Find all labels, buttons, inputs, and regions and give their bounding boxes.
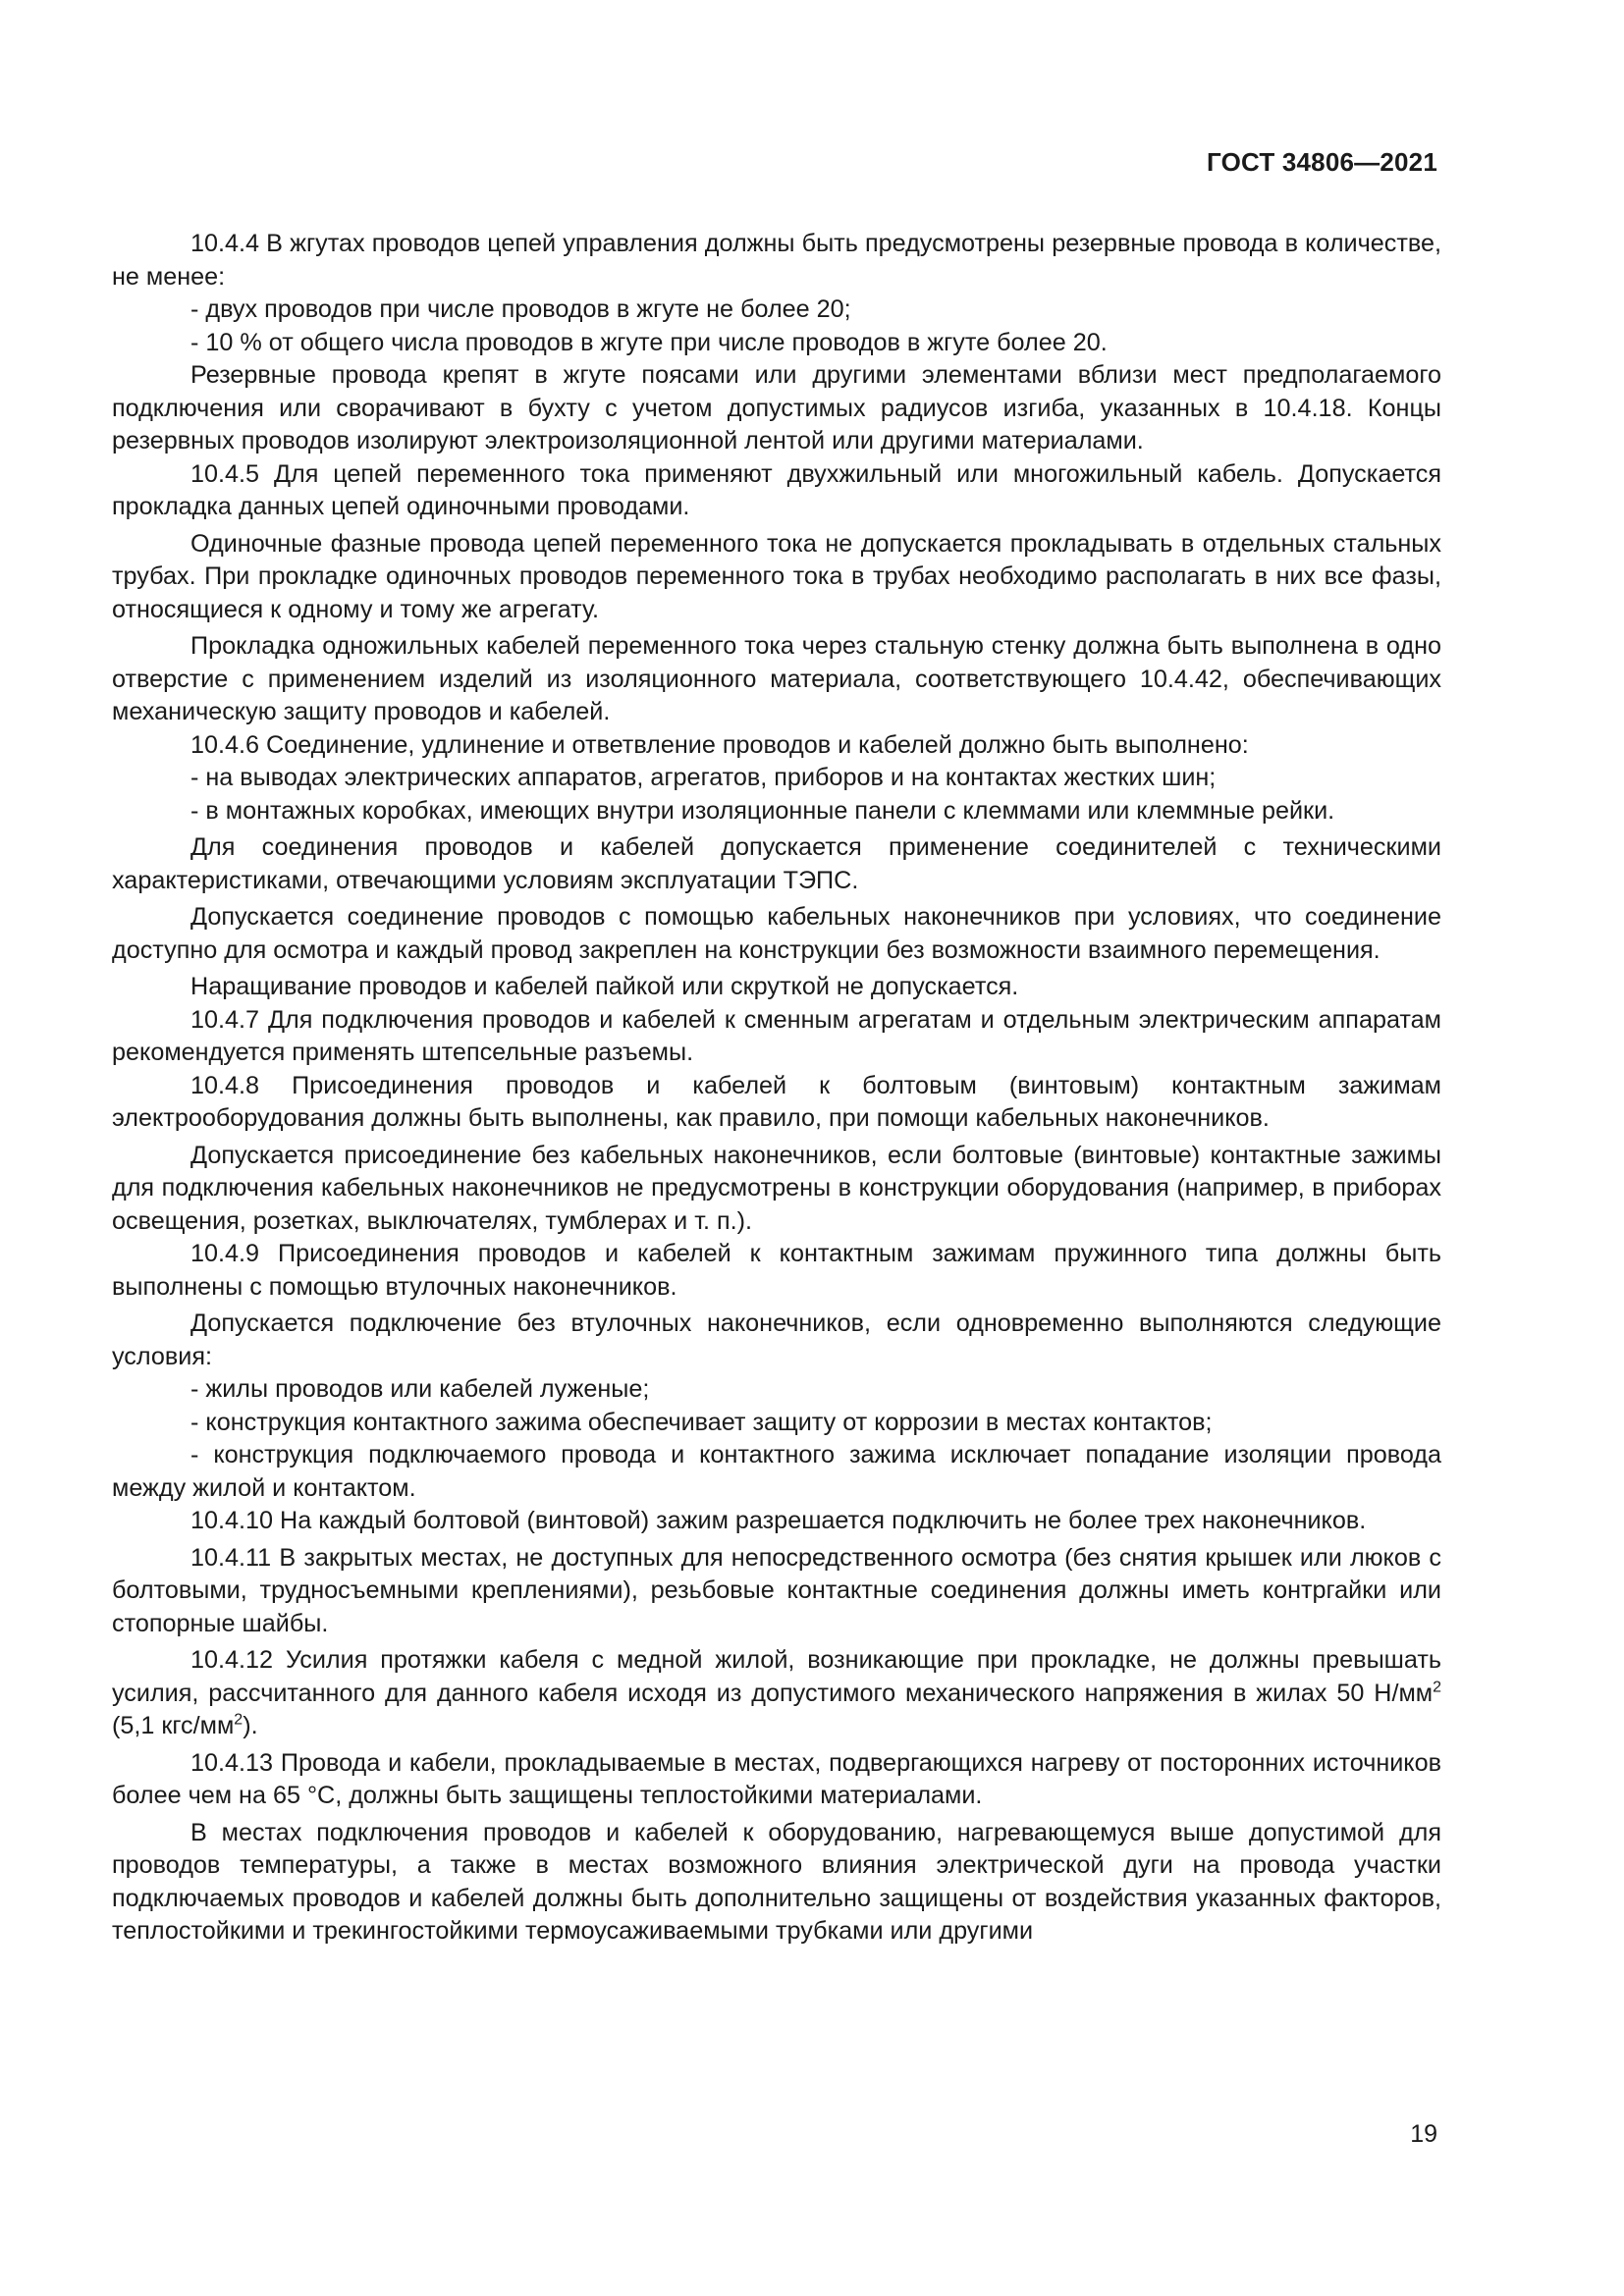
clause-text: ). <box>243 1712 258 1739</box>
paragraph: Допускается подключение без втулочных наконечников, если одновременно выполняются следующие условия: <box>112 1309 1441 1370</box>
list-item: - на выводах электрических аппаратов, агрегатов, приборов и на контактах жестких шин; <box>190 764 1217 791</box>
paragraph: Наращивание проводов и кабелей пайкой или скруткой не допускается. <box>190 973 1019 1000</box>
clause-10-4-7: 10.4.7 Для подключения проводов и кабелей к сменным агрегатам и отдельным электрическим аппаратам рекомендуется применять штепсельные разъемы. <box>112 1005 1441 1066</box>
paragraph: Резервные провода крепят в жгуте поясами или другими элементами вблизи мест предполагаемого подключения или сворачивают в бухту с учетом допустимых радиусов изгиба, указанных в 10.4.18. Концы резервных проводов изолируют электроизоляционной лентой или другими материалами. <box>112 361 1441 454</box>
paragraph: В местах подключения проводов и кабелей к оборудованию, нагревающемуся выше допустимой для проводов температуры, а также в местах возможного влияния электрической дуги на провода участки подключаемых проводов и кабелей должны быть дополнительно защищены от воздействия указанных факторов, теплостойкими и трекингостойкими термоусаживаемыми трубками или другими <box>112 1818 1441 1945</box>
list-item: - в монтажных коробках, имеющих внутри изоляционные панели с клеммами или клеммные рейки. <box>190 796 1335 825</box>
clause-text: (5,1 кгс/мм <box>112 1712 235 1739</box>
list-item: - конструкция контактного зажима обеспечивает защиту от коррозии в местах контактов; <box>190 1408 1213 1436</box>
clause-text: 10.4.12 Усилия протяжки кабеля с медной жилой, возникающие при прокладке, не должны превышать усилия, рассчитанного для данного кабеля исходя из допустимого механического напряжения в жилах 50 Н/мм <box>112 1646 1441 1707</box>
superscript: 2 <box>234 1711 244 1729</box>
clause-10-4-13: 10.4.13 Провода и кабели, прокладываемые в местах, подвергающихся нагреву от посторонних источников более чем на 65 °С, должны быть защищены теплостойкими материалами. <box>112 1748 1441 1809</box>
clause-10-4-12 <box>112 1644 1441 1743</box>
list-item: - двух проводов при числе проводов в жгуте не более 20; <box>190 295 851 323</box>
list-item: - жилы проводов или кабелей луженые; <box>190 1375 650 1403</box>
clause-10-4-11: 10.4.11 В закрытых местах, не доступных для непосредственного осмотра (без снятия крышек или люков с болтовыми, трудносъемными креплениями), резьбовые контактные соединения должны иметь контргайки или стопорные шайбы. <box>112 1543 1441 1637</box>
paragraph: Допускается присоединение без кабельных наконечников, если болтовые (винтовые) контактные зажимы для подключения кабельных наконечников не предусмотрены в конструкции оборудования (например, в приборах освещения, розетках, выключателях, тумблерах и т. п.). <box>112 1141 1441 1235</box>
document-body <box>112 228 1441 1949</box>
paragraph: Допускается соединение проводов с помощью кабельных наконечников при условиях, что соединение доступно для осмотра и каждый провод закреплен на конструкции без возможности взаимного перемещения. <box>112 903 1441 964</box>
clause-10-4-6: 10.4.6 Соединение, удлинение и ответвление проводов и кабелей должно быть выполнено: <box>190 730 1249 759</box>
paragraph: Прокладка одножильных кабелей переменного тока через стальную стенку должна быть выполнена в одно отверстие с применением изделий из изоляционного материала, соответствующего 10.4.42, обеспечивающих механическую защиту проводов и кабелей. <box>112 632 1441 725</box>
clause-10-4-4: 10.4.4 В жгутах проводов цепей управления должны быть предусмотрены резервные провода в количестве, не менее: <box>112 230 1441 291</box>
list-item: - конструкция подключаемого провода и контактного зажима исключает попадание изоляции провода между жилой и контактом. <box>112 1441 1441 1502</box>
page-number: 19 <box>1410 2120 1437 2148</box>
clause-10-4-9: 10.4.9 Присоединения проводов и кабелей к контактным зажимам пружинного типа должны быть выполнены с помощью втулочных наконечников. <box>112 1240 1441 1301</box>
paragraph: Для соединения проводов и кабелей допускается применение соединителей с техническими характеристиками, отвечающими условиям эксплуатации ТЭПС. <box>112 833 1441 894</box>
clause-10-4-10: 10.4.10 На каждый болтовой (винтовой) зажим разрешается подключить не более трех наконечников. <box>190 1507 1367 1534</box>
superscript: 2 <box>1433 1679 1441 1696</box>
paragraph: Одиночные фазные провода цепей переменного тока не допускается прокладывать в отдельных стальных трубах. При прокладке одиночных проводов переменного тока в трубах необходимо располагать в них все фазы, относящиеся к одному и тому же агрегату. <box>112 529 1441 623</box>
clause-10-4-8: 10.4.8 Присоединения проводов и кабелей к болтовым (винтовым) контактным зажимам электрооборудования должны быть выполнены, как правило, при помощи кабельных наконечников. <box>112 1071 1441 1132</box>
list-item: - 10 % от общего числа проводов в жгуте при числе проводов в жгуте более 20. <box>190 328 1108 356</box>
clause-10-4-5: 10.4.5 Для цепей переменного тока применяют двухжильный или многожильный кабель. Допускается прокладка данных цепей одиночными проводами. <box>112 459 1441 520</box>
document-standard-header: ГОСТ 34806—2021 <box>1207 147 1437 177</box>
